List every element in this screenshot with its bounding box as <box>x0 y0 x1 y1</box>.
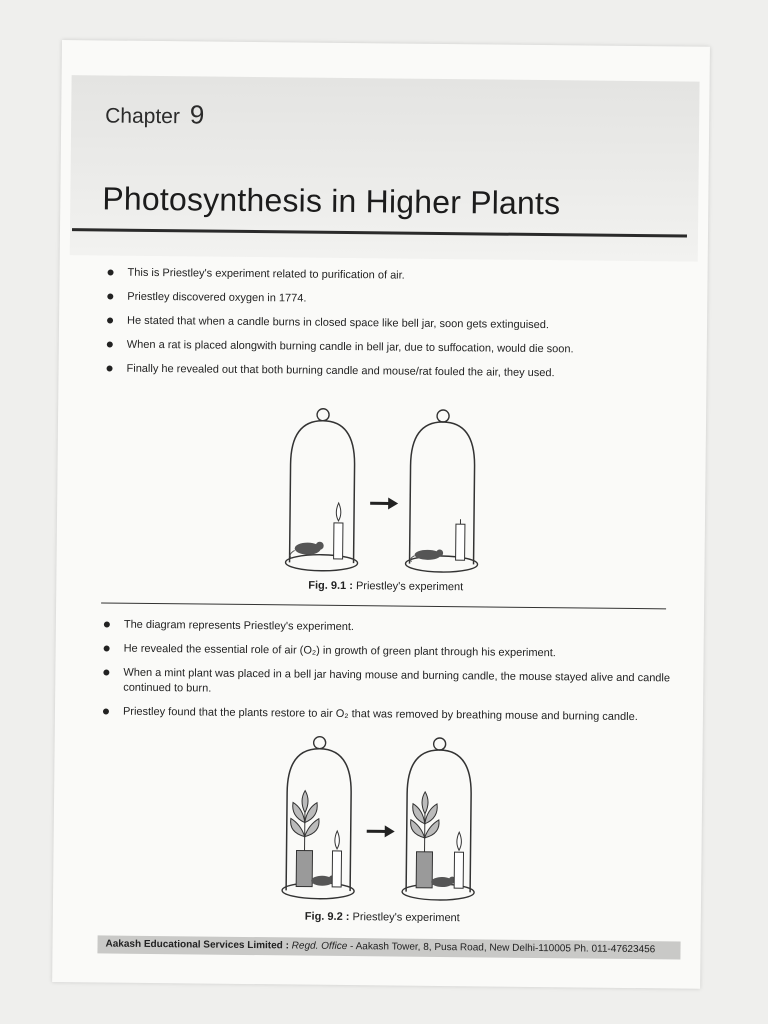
mint-plant-icon <box>410 792 439 888</box>
footer-office-label: Regd. Office <box>291 940 348 953</box>
burning-candle-icon <box>334 503 344 559</box>
list-item: When a mint plant was placed in a bell jar having mouse and burning candle, the mouse stayed alive and candle continued to burn. <box>101 665 671 701</box>
burning-candle-icon <box>332 831 342 887</box>
textbook-page <box>52 40 710 989</box>
list-item: Finally he revealed out that both burning candle and mouse/rat fouled the air, they used. <box>104 361 674 382</box>
mouse-icon <box>431 876 456 887</box>
chapter-number: 9 <box>189 99 205 130</box>
page-footer <box>97 935 680 959</box>
list-item: This is Priestley's experiment related to purification of air. <box>105 265 675 286</box>
figure-9-2-caption <box>305 911 460 925</box>
figure-label: Fig. 9.2 : <box>304 910 350 924</box>
figure-9-1-caption <box>308 580 463 594</box>
bell-jar-right <box>402 738 476 901</box>
figure-label: Fig. 9.1 : <box>308 579 353 593</box>
chapter-title: Photosynthesis in Higher Plants <box>102 180 561 222</box>
bell-jar-right <box>405 410 479 573</box>
bullet-list-1 <box>104 265 675 391</box>
mint-plant-icon <box>290 790 319 886</box>
dead-mouse-icon <box>411 549 444 562</box>
burning-candle-icon <box>454 832 464 888</box>
arrow-icon <box>370 497 398 509</box>
section-divider <box>101 602 666 609</box>
bullet-list-2 <box>101 617 672 734</box>
chapter-label: Chapter <box>105 104 181 129</box>
list-item: The diagram represents Priestley's experiment. <box>102 617 672 638</box>
figure-caption-text: Priestley's experiment <box>352 911 460 925</box>
footer-address: - Aakash Tower, 8, Pusa Road, New Delhi-110005 Ph. 011-47623456 <box>350 941 656 956</box>
list-item: He revealed the essential role of air (O₂) in growth of green plant through his experiment. <box>102 641 672 662</box>
list-item: Priestley discovered oxygen in 1774. <box>105 289 675 310</box>
footer-company: Aakash Educational Services Limited : <box>105 938 289 952</box>
list-item: He stated that when a candle burns in closed space like bell jar, soon gets extinguised. <box>105 313 675 334</box>
chapter-heading <box>105 98 204 130</box>
mouse-icon <box>290 541 324 558</box>
arrow-icon <box>367 825 395 837</box>
list-item: When a rat is placed alongwith burning candle in bell jar, due to suffocation, would die soon. <box>105 337 675 358</box>
list-item: Priestley found that the plants restore to air O₂ that was removed by breathing mouse and burning candle. <box>101 704 671 725</box>
figure-caption-text: Priestley's experiment <box>355 580 464 594</box>
bell-jar-left <box>282 736 356 899</box>
extinguished-candle-icon <box>456 519 465 560</box>
figure-9-2-illustration <box>278 732 490 904</box>
figure-9-1-illustration <box>281 404 493 576</box>
